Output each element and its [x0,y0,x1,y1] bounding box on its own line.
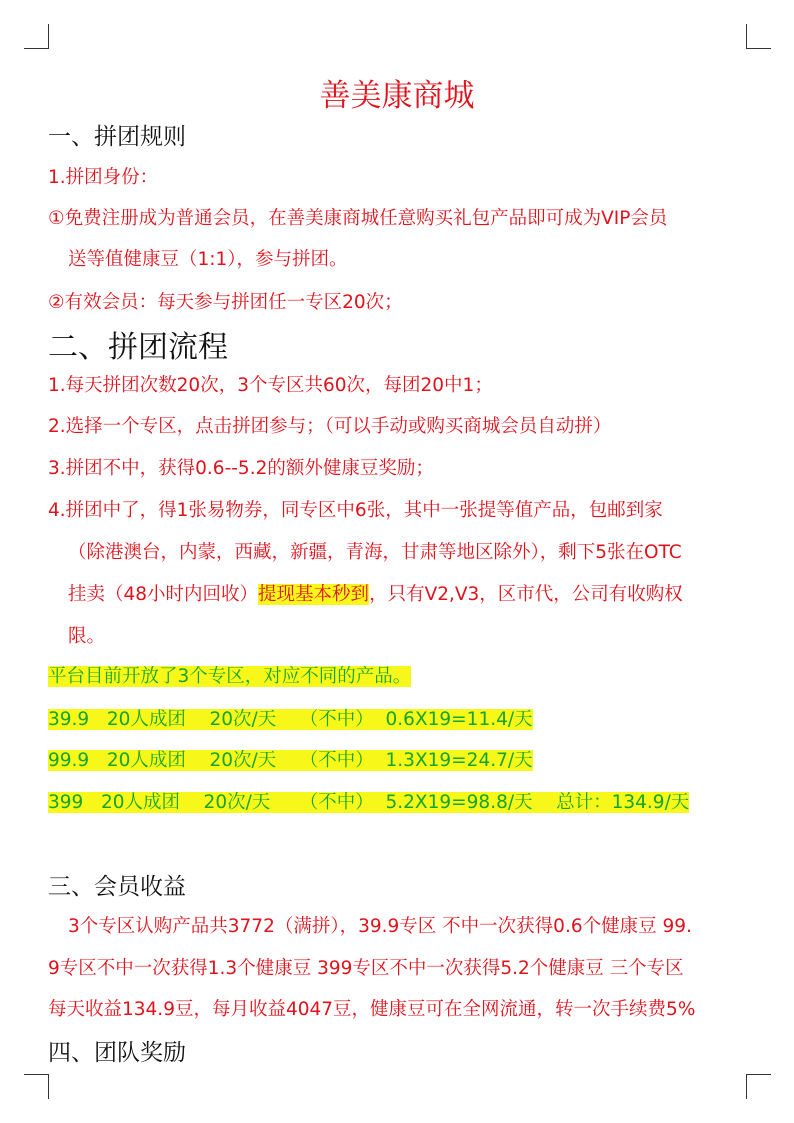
zone-group: 20人成团 [106,709,186,730]
zone-total: 总计：134.9/天 [556,792,690,813]
zone-group: 20人成团 [100,792,181,813]
zone-calc: 0.6X19=11.4/天 [385,709,533,730]
income-line-1: 3个专区认购产品共3772（满拼），39.9专区 不中一次获得0.6个健康豆 99. [68,916,692,937]
zone-calc: 1.3X19=24.7/天 [385,750,533,771]
flow-item-1: 1.每天拼团次数20次，3个专区共60次，每团20中1； [48,375,493,396]
income-line-3: 每天收益134.9豆，每月收益4047豆，健康豆可在全网流通，转一次手续费5% [48,999,696,1020]
zone-price: 399 [48,792,84,813]
income-line-2: 9专区不中一次获得1.3个健康豆 399专区不中一次获得5.2个健康豆 三个专区 [48,958,684,979]
zone-times: 20次/天 [203,792,271,813]
crop-mark-top-right [746,24,771,49]
purchase-right-text: ，只有V2,V3，区市代，公司有收购权 [369,584,683,605]
zone-row-1-text [48,709,533,730]
zones-intro-text: 平台目前开放了3个专区，对应不同的产品。 [48,666,412,687]
flow-item-3: 3.拼团不中，获得0.6--5.2的额外健康豆奖励； [48,458,434,479]
flow-item-4-cont-2 [68,580,683,606]
document-title: 善美康商城 [319,78,475,114]
zone-row-3-text [48,792,689,813]
zone-calc: 5.2X19=98.8/天 [385,792,533,813]
rule-item-1: 1.拼团身份： [48,167,159,188]
zone-status: （不中） [299,792,374,813]
flow-item-2: 2.选择一个专区，点击拼团参与；（可以手动或购买商城会员自动拼） [48,416,612,437]
rule-item-3: ②有效会员：每天参与拼团任一专区20次； [48,292,403,313]
zone-group: 20人成团 [106,750,186,771]
flow-item-4-cont-1: （除港澳台，内蒙，西藏，新疆，青海，甘肃等地区除外），剩下5张在OTC [68,542,682,563]
flow-item-4: 4.拼团中了，得1张易物券，同专区中6张，其中一张提等值产品，包邮到家 [48,500,663,521]
zone-times: 20次/天 [209,709,277,730]
zone-price: 99.9 [48,750,90,771]
crop-mark-bottom-right [746,1074,771,1099]
zone-status: （不中） [299,750,374,771]
zone-row-3 [48,788,689,814]
crop-mark-top-left [24,24,49,49]
zone-price: 39.9 [48,709,90,730]
section-4-heading: 四、团队奖励 [48,1040,186,1066]
zone-row-1 [48,705,533,731]
crop-mark-bottom-left [24,1074,49,1099]
zone-row-2 [48,746,533,772]
rule-item-2: ①免费注册成为普通会员，在善美康商城任意购买礼包产品即可成为VIP会员 [48,208,668,229]
section-1-heading: 一、拼团规则 [48,124,186,150]
zones-intro [48,662,411,688]
rule-item-2-cont: 送等值健康豆（1:1），参与拼团。 [68,249,348,270]
zone-row-2-text [48,750,533,771]
otc-sell-text: 挂卖（48小时内回收） [68,584,259,605]
section-2-heading: 二、拼团流程 [48,330,228,365]
section-3-heading: 三、会员收益 [48,874,186,900]
withdraw-highlight: 提现基本秒到 [258,584,370,605]
zone-status: （不中） [299,709,374,730]
zone-times: 20次/天 [209,750,277,771]
flow-item-4-cont-3: 限。 [68,626,106,647]
